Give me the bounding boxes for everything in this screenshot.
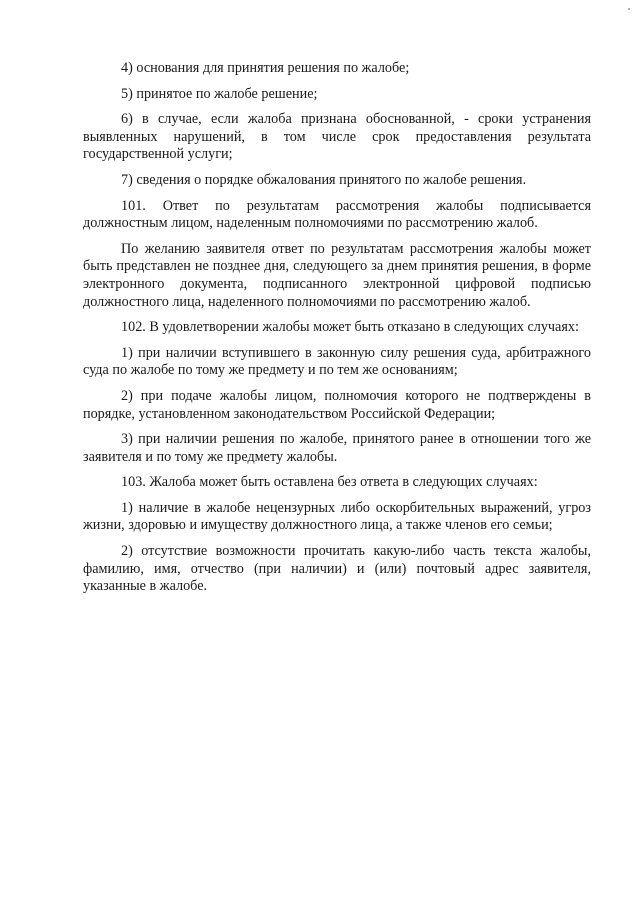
paragraph-102-item-2: 2) при подаче жалобы лицом, полномочия которого не подтверждены в порядке, установленном законодательством Российской Федерации;: [83, 387, 591, 422]
paragraph-item-7: 7) сведения о порядке обжалования принятого по жалобе решения.: [121, 171, 527, 188]
paragraph-item-4: 4) основания для принятия решения по жалобе;: [121, 60, 410, 76]
paragraph-102-item-1: 1) при наличии вступившего в законную силу решения суда, арбитражного суда по жалобе по тому же предмету и по тем же основаниям;: [83, 344, 591, 379]
paragraph-103-item-2: 2) отсутствие возможности прочитать какую-либо часть текста жалобы, фамилию, имя, отчество (при наличии) и (или) почтовый адрес заявителя, указанные в жалобе.: [83, 543, 591, 595]
scan-speck: [628, 8, 630, 10]
paragraph-item-5: 5) принятое по жалобе решение;: [121, 85, 318, 102]
paragraph-102: 102. В удовлетворении жалобы может быть отказано в следующих случаях:: [121, 319, 579, 336]
document-body: [83, 60, 591, 604]
paragraph-item-6: 6) в случае, если жалоба признана обоснованной, - сроки устранения выявленных нарушений, в том числе срок предоставления результата государственной услуги;: [83, 111, 591, 163]
paragraph-103-item-1: 1) наличие в жалобе нецензурных либо оскорбительных выражений, угроз жизни, здоровью и имуществу должностного лица, а также членов его семьи;: [83, 499, 591, 534]
paragraph-101-applicant-request: По желанию заявителя ответ по результатам рассмотрения жалобы может быть представлен не позднее дня, следующего за днем принятия решения, в форме электронного документа, подписанного электронной цифровой подписью должностного лица, наделенного полномочиями по рассмотрению жалоб.: [83, 240, 591, 310]
paragraph-102-item-3: 3) при наличии решения по жалобе, принятого ранее в отношении того же заявителя и по тому же предмету жалобы.: [83, 431, 591, 465]
paragraph-101: 101. Ответ по результатам рассмотрения жалобы подписывается должностным лицом, наделенным полномочиями по рассмотрению жалоб.: [83, 197, 591, 232]
paragraph-103: 103. Жалоба может быть оставлена без ответа в следующих случаях:: [121, 474, 538, 491]
